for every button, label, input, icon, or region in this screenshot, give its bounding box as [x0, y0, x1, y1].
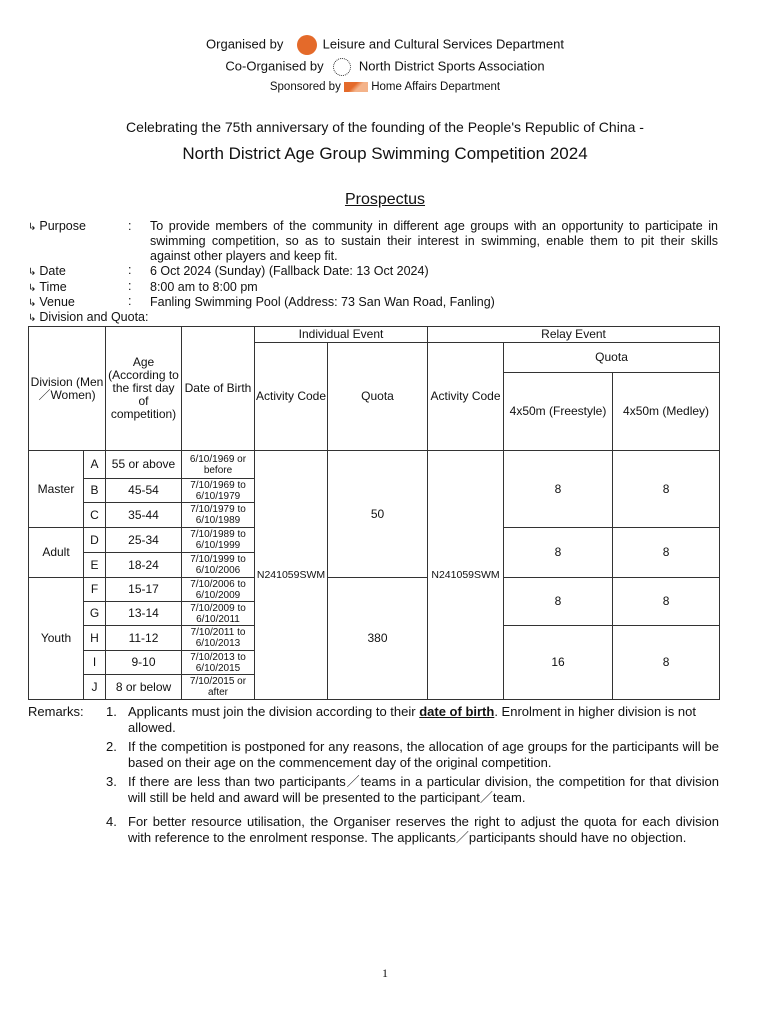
sponsor-name: Home Affairs Department — [371, 81, 501, 93]
had-logo-icon — [344, 82, 368, 92]
dob-range: 6/10/1969 or before — [182, 451, 255, 479]
info-purpose-label: ↳ Purpose — [28, 219, 86, 233]
age-range: 55 or above — [106, 451, 182, 479]
lcsd-logo-icon — [297, 35, 317, 55]
info-time-label: ↳ Time — [28, 280, 67, 294]
colon: : — [128, 294, 132, 308]
dob-range: 7/10/1979 to 6/10/1989 — [182, 503, 255, 528]
division-letter: E — [84, 553, 106, 578]
relay-medley-quota: 8 — [613, 528, 720, 578]
relay-medley-quota: 8 — [613, 578, 720, 626]
info-purpose-value: To provide members of the community in different age groups with an opportunity to participate in swimming competition, so as to sustain their interest in swimming, enable them to pit their skills against other players and keep fit. — [150, 219, 718, 263]
group-youth: Youth — [29, 578, 84, 700]
dob-range: 7/10/2009 to 6/10/2011 — [182, 602, 255, 626]
ndsa-logo-icon — [333, 58, 351, 76]
colon: : — [128, 219, 132, 233]
page-number: 1 — [382, 966, 388, 980]
relay-freestyle-quota: 16 — [504, 626, 613, 700]
header-freestyle: 4x50m (Freestyle) — [504, 373, 613, 451]
division-letter: B — [84, 479, 106, 503]
sponsor-line — [0, 81, 770, 93]
dob-range: 7/10/2011 to 6/10/2013 — [182, 626, 255, 651]
division-letter: F — [84, 578, 106, 602]
page-title: North District Age Group Swimming Competition 2024 — [182, 144, 588, 163]
header-activity-code: Activity Code — [255, 343, 328, 451]
organiser-line — [0, 35, 770, 55]
info-date-label: ↳ Date — [28, 264, 66, 278]
remark-1: Applicants must join the division according to their date of birth. Enrolment in higher division is not allowed. — [128, 704, 696, 735]
remark-number: 4. — [106, 814, 117, 829]
division-quota-table — [28, 326, 720, 700]
coorganiser-line — [0, 58, 770, 76]
header-relay-event: Relay Event — [428, 327, 720, 343]
remark-2: If the competition is postponed for any reasons, the allocation of age groups for the participants will be based on their age on the commencement day of the original competition. — [128, 739, 719, 770]
relay-freestyle-quota: 8 — [504, 451, 613, 528]
age-range: 8 or below — [106, 675, 182, 700]
remark-number: 3. — [106, 774, 117, 789]
remark-number: 2. — [106, 739, 117, 754]
remark-emphasis: date of birth — [419, 704, 495, 719]
relay-freestyle-quota: 8 — [504, 578, 613, 626]
remark-number: 1. — [106, 704, 117, 719]
table-row — [29, 578, 720, 602]
section-heading: Prospectus — [344, 191, 426, 208]
relay-activity-code: N241059SWM — [428, 451, 504, 700]
coorganiser-name: North District Sports Association — [358, 58, 545, 74]
relay-freestyle-quota: 8 — [504, 528, 613, 578]
age-range: 25-34 — [106, 528, 182, 553]
age-range: 11-12 — [106, 626, 182, 651]
subtitle: Celebrating the 75th anniversary of the founding of the People's Republic of China - — [126, 119, 644, 135]
header-age: Age (According to the first day of competition) — [106, 327, 182, 451]
colon: : — [128, 263, 132, 277]
header-relay-quota: Quota — [504, 343, 720, 373]
division-letter: J — [84, 675, 106, 700]
table-row — [29, 451, 720, 479]
individual-quota-master-adult: 50 — [328, 451, 428, 578]
header-quota: Quota — [328, 343, 428, 451]
group-adult: Adult — [29, 528, 84, 578]
organiser-name: Leisure and Cultural Services Department — [322, 36, 564, 52]
division-letter: D — [84, 528, 106, 553]
division-letter: G — [84, 602, 106, 626]
age-range: 35-44 — [106, 503, 182, 528]
age-range: 13-14 — [106, 602, 182, 626]
sponsored-label: Sponsored by — [269, 81, 341, 93]
colon: : — [128, 279, 132, 293]
organised-label: Organised by — [206, 36, 284, 52]
dob-range: 7/10/2015 or after — [182, 675, 255, 700]
division-letter: A — [84, 451, 106, 479]
division-heading: ↳ Division and Quota: — [28, 310, 149, 324]
info-venue-label: ↳ Venue — [28, 295, 75, 309]
dob-range: 7/10/2013 to 6/10/2015 — [182, 651, 255, 675]
remarks-label: Remarks: — [28, 704, 84, 719]
coorganised-label: Co-Organised by — [225, 58, 324, 74]
age-range: 45-54 — [106, 479, 182, 503]
age-range: 15-17 — [106, 578, 182, 602]
division-letter: C — [84, 503, 106, 528]
info-date-value: 6 Oct 2024 (Sunday) (Fallback Date: 13 Oct 2024) — [150, 264, 429, 278]
header-individual-event: Individual Event — [255, 327, 428, 343]
remark-4: For better resource utilisation, the Organiser reserves the right to adjust the quota for each division with reference to the enrolment response. The applicants／participants should have no objection. — [128, 814, 719, 845]
header-relay-activity-code: Activity Code — [428, 343, 504, 451]
relay-medley-quota: 8 — [613, 626, 720, 700]
age-range: 9-10 — [106, 651, 182, 675]
group-master: Master — [29, 451, 84, 528]
division-letter: H — [84, 626, 106, 651]
dob-range: 7/10/1999 to 6/10/2006 — [182, 553, 255, 578]
dob-range: 7/10/1969 to 6/10/1979 — [182, 479, 255, 503]
age-range: 18-24 — [106, 553, 182, 578]
remark-3: If there are less than two participants／teams in a particular division, the competition for that division will still be held and award will be presented to the participant／team. — [128, 774, 719, 805]
relay-medley-quota: 8 — [613, 451, 720, 528]
info-time-value: 8:00 am to 8:00 pm — [150, 280, 258, 294]
header-division: Division (Men／Women) — [29, 327, 106, 451]
header-dob: Date of Birth — [182, 327, 255, 451]
dob-range: 7/10/1989 to 6/10/1999 — [182, 528, 255, 553]
header-medley: 4x50m (Medley) — [613, 373, 720, 451]
info-venue-value: Fanling Swimming Pool (Address: 73 San Wan Road, Fanling) — [150, 295, 495, 309]
division-letter: I — [84, 651, 106, 675]
individual-activity-code: N241059SWM — [255, 451, 328, 700]
dob-range: 7/10/2006 to 6/10/2009 — [182, 578, 255, 602]
individual-quota-youth: 380 — [328, 578, 428, 700]
